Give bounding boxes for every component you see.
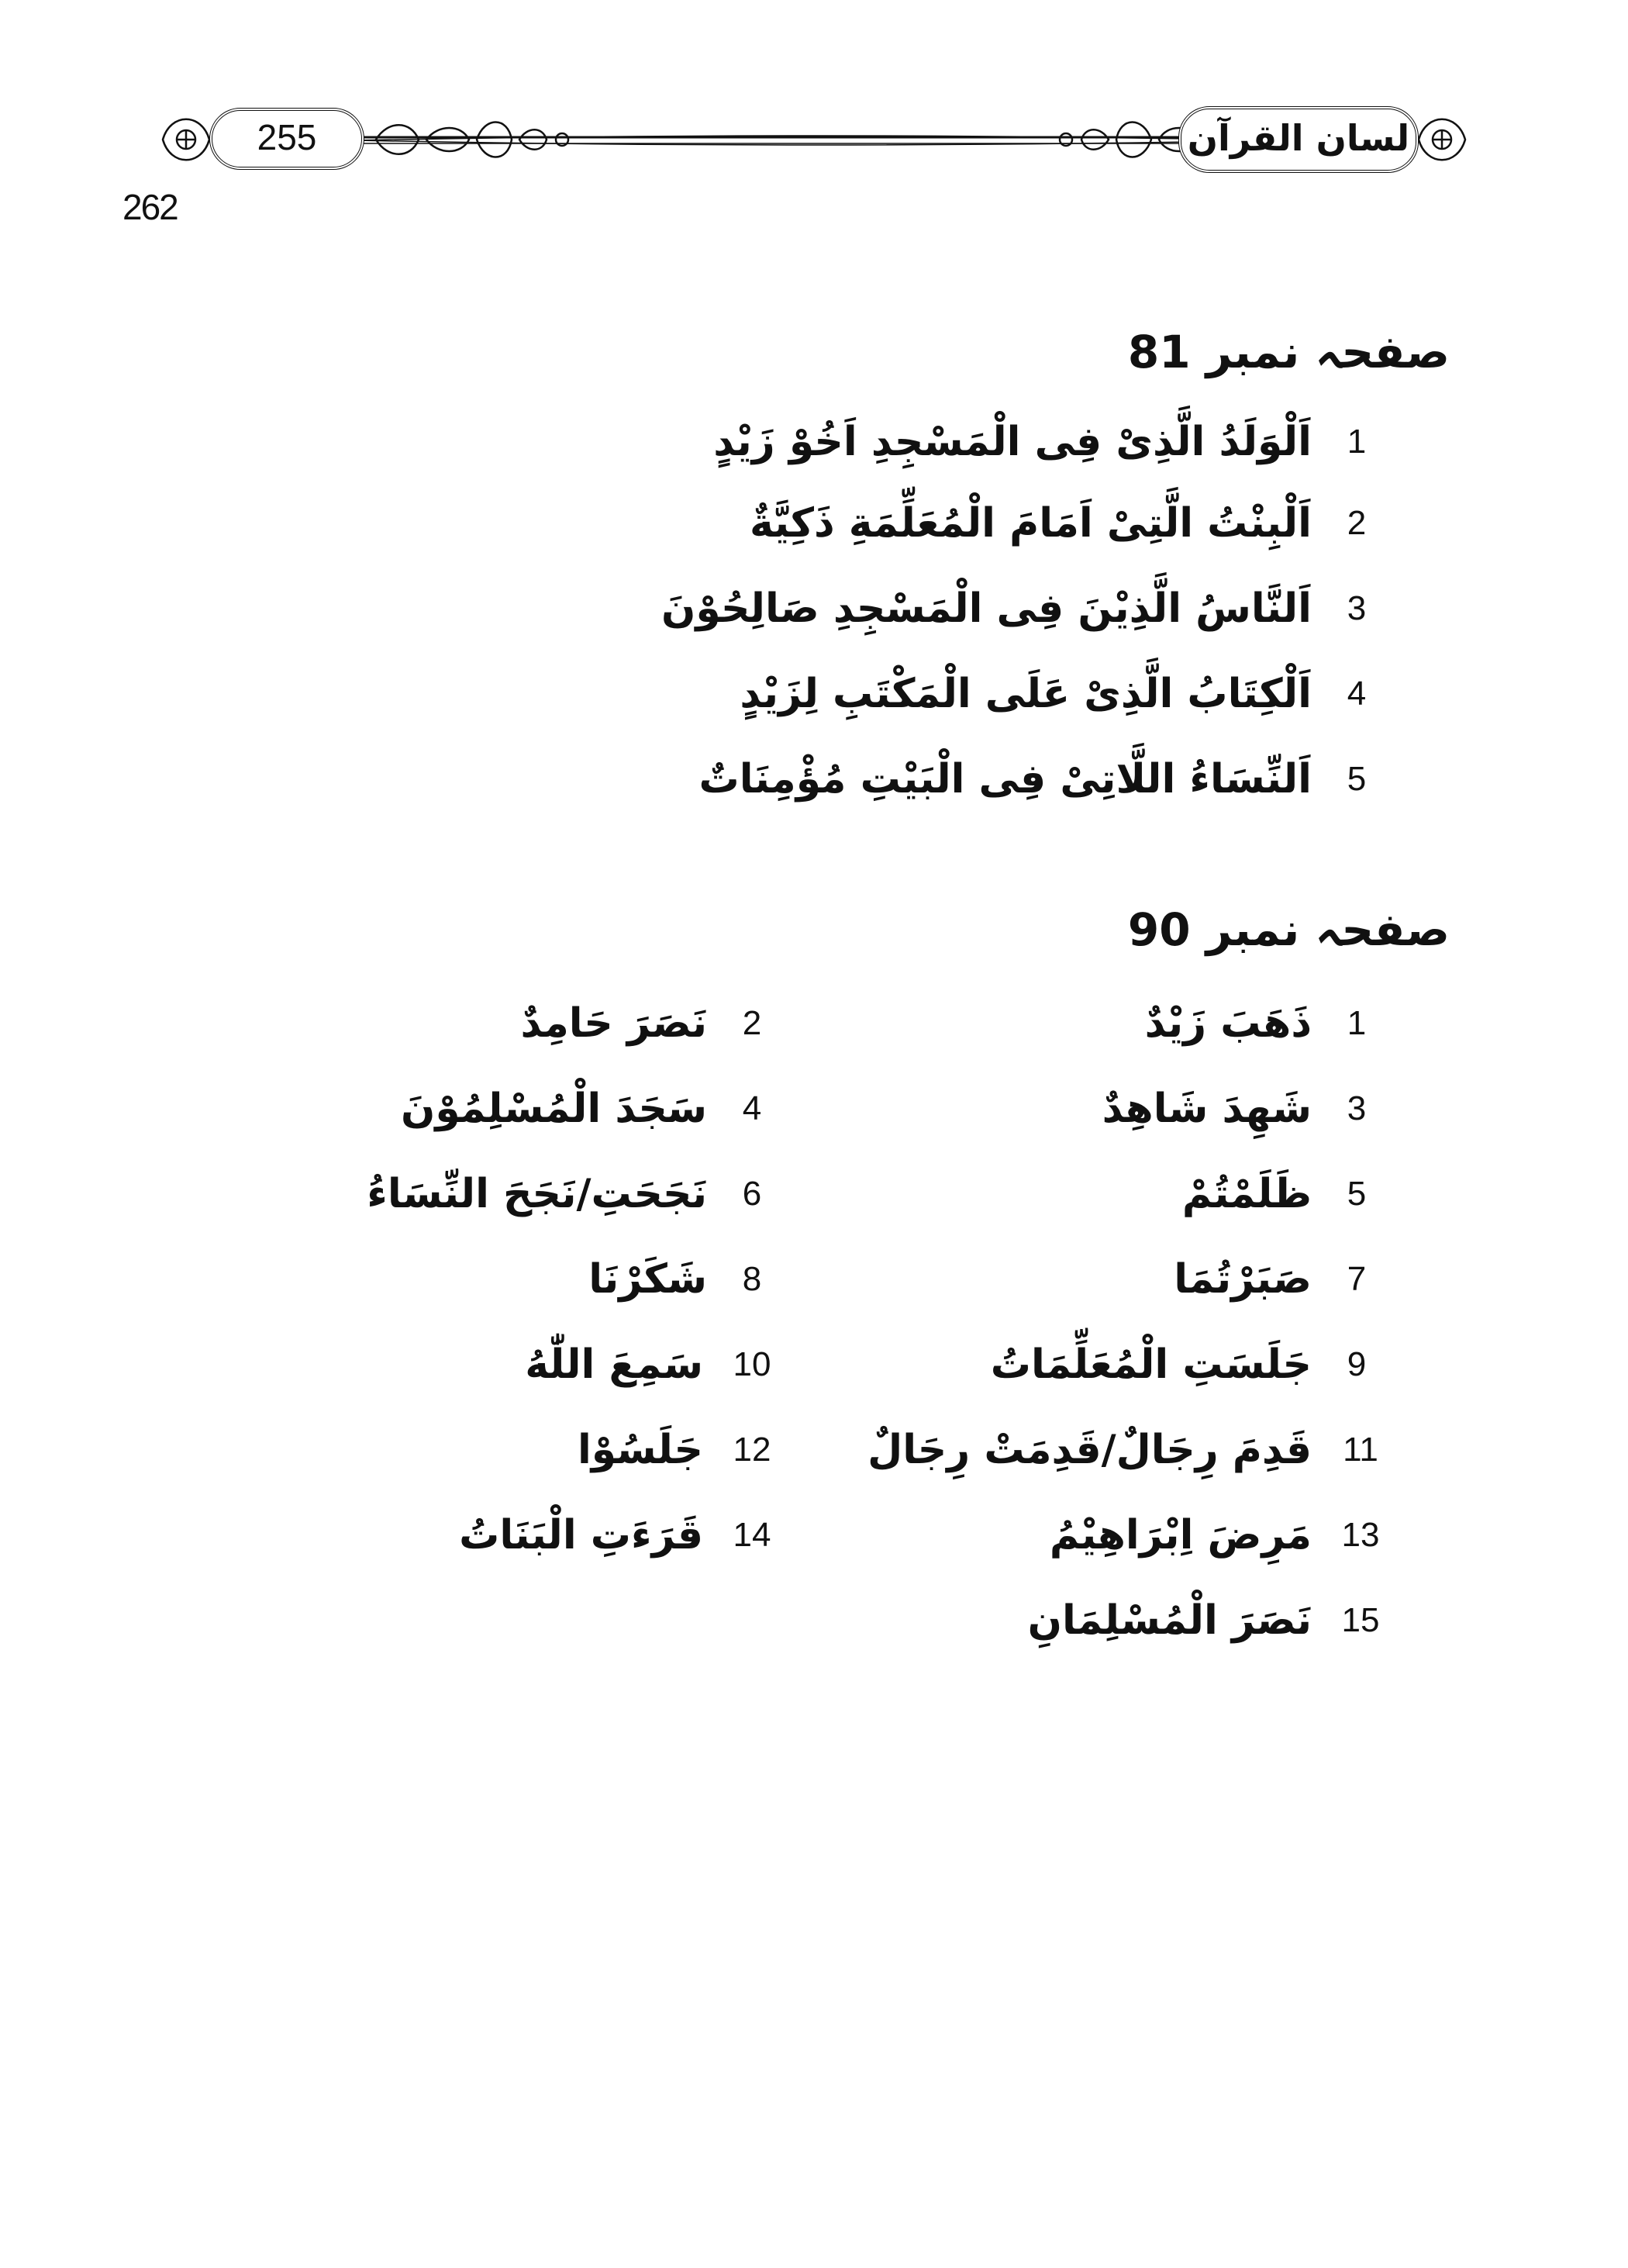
item-text: اَلنَّاسُ الَّذِیْنَ فِی الْمَسْجِدِ صَالِحُوْنَ <box>661 585 1312 632</box>
list-item <box>991 1341 1380 1388</box>
list-item <box>521 1000 775 1047</box>
item-number: 8 <box>742 1260 762 1298</box>
item-number: 4 <box>1347 675 1367 713</box>
item-number: 5 <box>1347 1175 1367 1213</box>
item-text: شَهِدَ شَاهِدٌ <box>1102 1086 1312 1132</box>
section-heading-81: صفحہ نمبر 81 <box>1127 326 1450 378</box>
item-number: 3 <box>1347 1089 1367 1127</box>
item-text: مَرِضَ اِبْرَاهِیْمُ <box>1049 1512 1312 1559</box>
item-number: 13 <box>1341 1516 1380 1554</box>
item-text: سَجَدَ الْمُسْلِمُوْنَ <box>401 1086 707 1132</box>
list-item <box>699 756 1381 803</box>
item-number: 6 <box>742 1175 762 1213</box>
list-item <box>867 1427 1388 1473</box>
item-text: قَدِمَ رِجَالٌ/قَدِمَتْ رِجَالٌ <box>867 1427 1312 1473</box>
list-item <box>401 1086 775 1132</box>
item-text: اَلنِّسَاءُ اللَّاتِیْ فِی الْبَیْتِ مُؤْمِنَاتٌ <box>698 756 1312 803</box>
header-book-title: لسان القرآن <box>1178 106 1419 173</box>
right-corner-ornament <box>1419 119 1465 161</box>
list-item <box>525 1341 779 1388</box>
item-number: 4 <box>742 1089 762 1127</box>
item-text: ظَلَمْتُمْ <box>1181 1171 1312 1217</box>
list-item <box>588 1256 775 1303</box>
item-text: جَلَسُوْا <box>577 1427 703 1473</box>
item-text: صَبَرْتُمَا <box>1174 1256 1312 1303</box>
list-item <box>1028 1597 1388 1644</box>
list-item <box>1145 1000 1380 1047</box>
item-number: 1 <box>1347 423 1367 461</box>
item-number: 9 <box>1347 1345 1367 1383</box>
list-item <box>1102 1086 1380 1132</box>
list-item <box>750 500 1380 547</box>
list-item <box>661 585 1380 632</box>
item-number: 12 <box>733 1431 771 1469</box>
header-page-number: 255 <box>209 108 364 170</box>
list-item <box>713 419 1380 465</box>
item-number: 14 <box>733 1516 771 1554</box>
pdf-page-number: 262 <box>122 187 178 227</box>
section-heading-90: صفحہ نمبر 90 <box>1127 903 1450 956</box>
item-text: نَصَرَ الْمُسْلِمَانِ <box>1027 1597 1312 1644</box>
item-number: 1 <box>1347 1004 1367 1042</box>
item-number: 10 <box>733 1345 771 1383</box>
item-number: 11 <box>1343 1431 1378 1469</box>
item-number: 7 <box>1347 1260 1367 1298</box>
list-item <box>1050 1512 1388 1559</box>
item-text: ذَهَبَ زَیْدٌ <box>1144 1000 1312 1047</box>
item-text: سَمِعَ اللّٰهُ <box>525 1341 703 1388</box>
item-text: شَکَرْنَا <box>588 1256 707 1303</box>
item-text: اَلْکِتَابُ الَّذِیْ عَلَی الْمَکْتَبِ لِزَیْدٍ <box>740 671 1312 717</box>
item-number: 2 <box>742 1004 762 1042</box>
item-number: 15 <box>1341 1601 1380 1639</box>
item-text: نَصَرَ حَامِدٌ <box>520 1000 707 1047</box>
list-item <box>459 1512 779 1559</box>
item-number: 3 <box>1347 589 1367 627</box>
item-text: اَلْوَلَدُ الَّذِیْ فِی الْمَسْجِدِ اَخُوْ زَیْدٍ <box>713 419 1312 465</box>
list-item <box>578 1427 779 1473</box>
item-number: 2 <box>1347 504 1367 542</box>
page-header <box>155 97 1473 182</box>
item-text: نَجَحَتِ/نَجَحَ النِّسَاءُ <box>367 1171 707 1217</box>
list-item <box>740 671 1380 717</box>
item-text: جَلَسَتِ الْمُعَلِّمَاتُ <box>990 1341 1312 1388</box>
list-item <box>1182 1171 1380 1217</box>
left-corner-ornament <box>163 119 209 161</box>
item-number: 5 <box>1347 760 1367 798</box>
item-text: اَلْبِنْتُ الَّتِیْ اَمَامَ الْمُعَلِّمَةِ ذَکِیَّةٌ <box>750 500 1312 547</box>
list-item <box>367 1171 775 1217</box>
item-text: قَرَءَتِ الْبَنَاتُ <box>459 1512 703 1559</box>
list-item <box>1174 1256 1380 1303</box>
